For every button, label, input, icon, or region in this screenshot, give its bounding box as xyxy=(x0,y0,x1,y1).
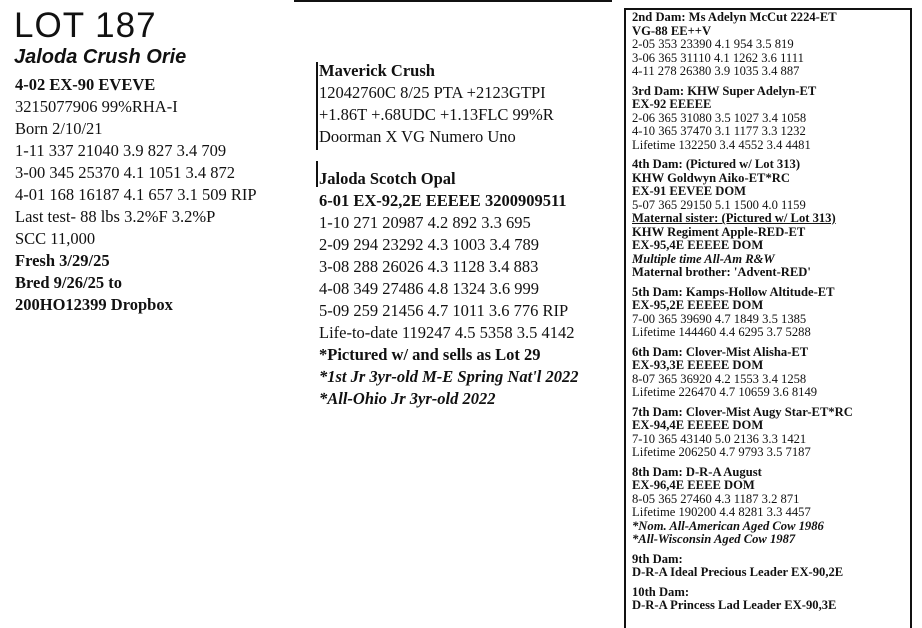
record-line: *All-Ohio Jr 3yr-old 2022 xyxy=(319,389,496,408)
record-line: Maternal sister: (Pictured w/ Lot 313) xyxy=(632,211,836,225)
record-line: Jaloda Scotch Opal xyxy=(319,169,456,188)
record-line: Maverick Crush xyxy=(319,61,435,80)
record-line: Fresh 3/29/25 xyxy=(15,251,110,270)
dam-block xyxy=(319,168,615,410)
record-line: EX-94,4E EEEEE DOM xyxy=(632,418,764,432)
record-line: 5-07 365 29150 5.1 1500 4.0 1159 xyxy=(632,197,806,212)
record-line: 8th Dam: D-R-A August xyxy=(632,464,762,479)
record-line: 3-00 345 25370 4.1 1051 3.4 872 xyxy=(15,163,235,182)
record-line: 4-08 349 27486 4.8 1324 3.6 999 xyxy=(319,279,539,298)
record-line: 2-09 294 23292 4.3 1003 3.4 789 xyxy=(319,235,539,254)
record-line: 9th Dam: xyxy=(632,551,683,566)
record-line: EX-91 EEVEE DOM xyxy=(632,184,747,198)
record-line: 3215077906 99%RHA-I xyxy=(15,97,178,116)
record-line: 5-09 259 21456 4.7 1011 3.6 776 RIP xyxy=(319,301,569,320)
record-line: SCC 11,000 xyxy=(15,229,96,248)
record-line: 7th Dam: Clover-Mist Augy Star-ET*RC xyxy=(632,404,853,419)
record-line: EX-93,3E EEEEE DOM xyxy=(632,358,764,372)
record-line: Lifetime 144460 4.4 6295 3.7 5288 xyxy=(632,325,811,339)
record-line: 6-01 EX-92,2E EEEEE 3200909511 xyxy=(319,191,567,210)
record-line: 2nd Dam: Ms Adelyn McCut 2224-ET xyxy=(632,10,837,24)
record-line: 4th Dam: (Pictured w/ Lot 313) xyxy=(632,157,801,171)
cow-record-list xyxy=(15,74,310,316)
record-line: 200HO12399 Dropbox xyxy=(15,295,173,314)
record-line: Life-to-date 119247 4.5 5358 3.5 4142 xyxy=(319,323,575,342)
record-line: Maternal brother: 'Advent-RED' xyxy=(632,265,811,279)
record-line: Born 2/10/21 xyxy=(15,119,103,138)
record-line: 8-05 365 27460 4.3 1187 3.2 871 xyxy=(632,491,800,506)
record-line: Lifetime 190200 4.4 8281 3.3 4457 xyxy=(632,505,811,519)
record-line: 5th Dam: Kamps-Hollow Altitude-ET xyxy=(632,284,835,299)
record-line: 4-01 168 16187 4.1 657 3.1 509 RIP xyxy=(15,185,257,204)
dam-bracket xyxy=(316,161,318,187)
record-line: *1st Jr 3yr-old M-E Spring Nat'l 2022 xyxy=(319,367,579,386)
record-line: *Pictured w/ and sells as Lot 29 xyxy=(319,345,541,364)
record-line: 1-11 337 21040 3.9 827 3.4 709 xyxy=(15,141,227,160)
record-line: Last test- 88 lbs 3.2%F 3.2%P xyxy=(15,207,216,226)
record-line: 1-10 271 20987 4.2 892 3.3 695 xyxy=(319,213,531,232)
record-line: D-R-A Princess Lad Leader EX-90,3E xyxy=(632,598,837,612)
record-line: 3-08 288 26026 4.3 1128 3.4 883 xyxy=(319,257,539,276)
record-line: EX-95,2E EEEEE DOM xyxy=(632,298,764,312)
record-line: Lifetime 226470 4.7 10659 3.6 8149 xyxy=(632,385,818,399)
sire-bracket xyxy=(316,62,318,150)
record-line: *Nom. All-American Aged Cow 1986 xyxy=(632,518,824,533)
record-line: 7-10 365 43140 5.0 2136 3.3 1421 xyxy=(632,431,807,446)
record-line: 2-05 353 23390 4.1 954 3.5 819 xyxy=(632,37,794,51)
record-line: 3-06 365 31110 4.1 1262 3.6 1111 xyxy=(632,50,804,65)
record-line: 12042760C 8/25 PTA +2123GTPI xyxy=(319,83,546,102)
lot-number-title: LOT 187 xyxy=(14,6,157,45)
record-line: *All-Wisconsin Aged Cow 1987 xyxy=(632,532,796,546)
sire-block xyxy=(319,60,615,148)
record-line: 4-11 278 26380 3.9 1035 3.4 887 xyxy=(632,64,800,78)
record-line: 3rd Dam: KHW Super Adelyn-ET xyxy=(632,83,817,98)
record-line: VG-88 EE++V xyxy=(632,23,712,38)
record-line: 7-00 365 39690 4.7 1849 3.5 1385 xyxy=(632,311,807,326)
record-line: 8-07 365 36920 4.2 1553 3.4 1258 xyxy=(632,371,807,386)
record-line: 4-02 EX-90 EVEVE xyxy=(15,75,156,94)
record-line: D-R-A Ideal Precious Leader EX-90,2E xyxy=(632,565,844,579)
record-line: Multiple time All-Am R&W xyxy=(632,251,775,266)
top-rule xyxy=(294,0,612,2)
record-line: 10th Dam: xyxy=(632,584,690,599)
record-line: EX-96,4E EEEE DOM xyxy=(632,478,755,492)
record-line: KHW Goldwyn Aiko-ET*RC xyxy=(632,170,790,185)
record-line: 4-10 365 37470 3.1 1177 3.3 1232 xyxy=(632,124,806,138)
record-line: Bred 9/26/25 to xyxy=(15,273,122,292)
record-line: +1.86T +.68UDC +1.13FLC 99%R xyxy=(319,105,554,124)
cow-name: Jaloda Crush Orie xyxy=(14,46,187,68)
record-line: 6th Dam: Clover-Mist Alisha-ET xyxy=(632,344,809,359)
record-line: 2-06 365 31080 3.5 1027 3.4 1058 xyxy=(632,110,807,125)
pedigree-list xyxy=(632,11,910,613)
record-line: EX-95,4E EEEEE DOM xyxy=(632,238,764,252)
record-line: Lifetime 132250 3.4 4552 3.4 4481 xyxy=(632,137,811,152)
record-line: KHW Regiment Apple-RED-ET xyxy=(632,224,806,239)
record-line: EX-92 EEEEE xyxy=(632,97,712,111)
record-line: Doorman X VG Numero Uno xyxy=(319,127,516,146)
record-line: Lifetime 206250 4.7 9793 3.5 7187 xyxy=(632,445,811,459)
